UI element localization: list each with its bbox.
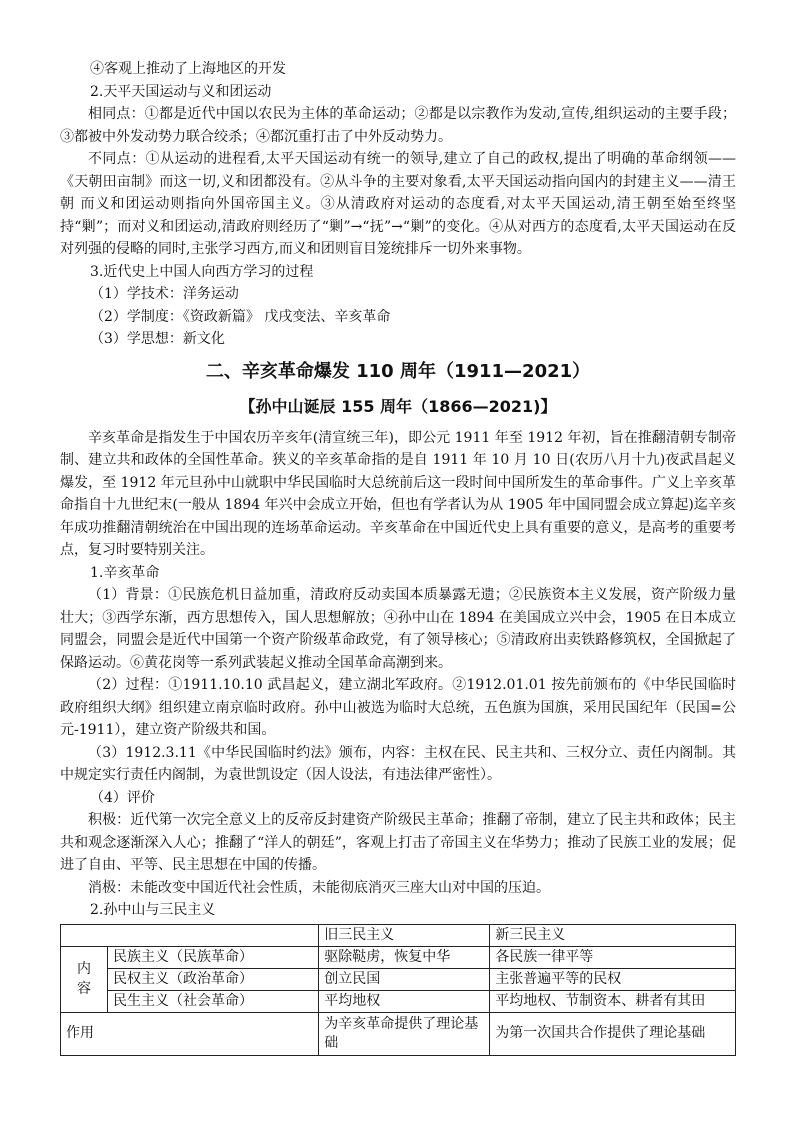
table-cell-item: 民生主义（社会革命） [108, 990, 319, 1012]
table-header-row [61, 924, 736, 946]
effect-label: 作用 [61, 1012, 319, 1055]
evaluation-negative: 消极：未能改变中国近代社会性质，未能彻底消灭三座大山对中国的压迫。 [88, 879, 550, 896]
section-title: 二、辛亥革命爆发 110 周年（1911—2021） [205, 360, 591, 382]
three-principles-table [60, 924, 736, 1056]
evaluation-positive: 积极：近代第一次完全意义上的反帝反封建资产阶级民主革命；推翻了帝制，建立了民主共和政体；民主共和观念逐渐深入人心；推翻了“洋人的朝廷”，客观上打击了帝国主义在华势力；推动了民族工业的发展；促进了自由、平等、民主思想在中国的传播。 [60, 812, 736, 873]
table-cell-item: 民权主义（政治革命） [108, 968, 319, 990]
table-cell-item: 民族主义（民族革命） [108, 946, 319, 968]
comparison-same: 相同点：①都是近代中国以农民为主体的革命运动；②都是以宗教作为发动,宣传,组织运动的主要手段；③都被中外发动势力联合绞杀；④都沉重打击了中外反动势力。 [60, 106, 736, 145]
revolution-constitution: （3）1912.3.11《中华民国临时约法》颁布，内容：主权在民、民主共和、三权分立、责任内阁制。其中规定实行责任内阁制，为袁世凯设定（因人设法，有违法律严密性）。 [60, 744, 736, 783]
west-item-1: （1）学技术：洋务运动 [90, 286, 239, 302]
table-cell-new: 主张普遍平等的民权 [490, 968, 736, 990]
table-header-old: 旧三民主义 [319, 924, 490, 946]
west-item-2: （2）学制度：《资政新篇》 戊戌变法、辛亥革命 [90, 308, 391, 325]
table-cell-new: 各民族一律平等 [490, 946, 736, 968]
sub-title: 【孙中山诞辰 155 周年（1866—2021)】 [239, 396, 557, 416]
effect-old: 为辛亥革命提供了理论基础 [319, 1012, 490, 1055]
table-row [61, 990, 736, 1012]
west-title: 3.近代史上中国人向西方学习的过程 [90, 263, 314, 280]
table-cell-old: 创立民国 [319, 968, 490, 990]
revolution-heading: 1.辛亥革命 [90, 564, 160, 581]
west-item-3: （3）学思想：新文化 [90, 331, 225, 347]
revolution-background: （1）背景：①民族危机日益加重，清政府反动卖国本质暴露无遗；②民族资本主义发展，资产阶级力量壮大；③西学东渐，西方思想传入，国人思想解放；④孙中山在 1894 在美国成立兴中会，1905 在日本成立同盟会，同盟会是近代中国第一个资产阶级革命政党，有了领导核心；⑤清政府出卖铁路修筑权，全国掀起了保路运动。⑥黄花岗等一系列武装起义推动全国革命高潮到来。 [60, 587, 736, 671]
table-cell-old: 平均地权 [319, 990, 490, 1012]
table-effect-row [61, 1012, 736, 1055]
evaluation-heading: （4）评价 [90, 789, 155, 806]
content-label-text: 内容 [77, 961, 91, 997]
comparison-diff: 不同点：①从运动的进程看,太平天国运动有统一的领导,建立了自己的政权,提出了明确的革命纲领——《天朝田亩制》而这一切,义和团都没有。②从斗争的主要对象看,太平天国运动指向国内的封建主义——清王朝 而义和团运动则指向外国帝国主义。③从清政府对运动的态度看,对太平天国运动,清王朝至始至终坚持“剿”；而对义和团运动,清政府则经历了“剿”→“抚”→“剿”的变化。④从对西方的态度看,太平天国运动在反对列强的侵略的同时,主张学习西方,而义和团则盲目笼统排斥一切外来事物。 [60, 151, 736, 257]
effect-new: 为第一次国共合作提供了理论基础 [490, 1012, 736, 1055]
table-row [61, 968, 736, 990]
table-cell-old: 驱除鞑虏，恢复中华 [319, 946, 490, 968]
revolution-process: （2）过程：①1911.10.10 武昌起义，建立湖北军政府。②1912.01.01 按先前颁布的《中华民国临时政府组织大纲》组织建立南京临时政府。孙中山被选为临时大总统，五色旗为国旗，采用民国纪年（民国=公元-1911），建立资产阶级共和国。 [60, 677, 736, 738]
intro-line-1: ④客观上推动了上海地区的开发 [90, 61, 286, 77]
table-cell-new: 平均地权、节制资本、耕者有其田 [490, 990, 736, 1012]
intro-paragraph: 辛亥革命是指发生于中国农历辛亥年(清宣统三年)，即公元 1911 年至 1912 年初，旨在推翻清朝专制帝制、建立共和政体的全国性革命。狭义的辛亥革命指的是自 1911 年 10 月 10 日(农历八月十九)夜武昌起义爆发，至 1912 年元旦孙中山就职中华民国临时大总统前后这一段时间中国所发生的革命事件。广义上辛亥革命指自十九世纪末(一般从 1894 年兴中会成立开始，但也有学者认为从 1905 年中国同盟会成立算起)迄辛亥年成功推翻清朝统治在中国出现的连场革命运动。辛亥革命在中国近代史上具有重要的意义，是高考的重要考点，复习时要特别关注。 [60, 429, 736, 558]
table-row [61, 946, 736, 968]
content-label [61, 946, 108, 1012]
intro-line-2: 2.天平天国运动与义和团运动 [90, 83, 272, 100]
sun-heading: 2.孙中山与三民主义 [90, 902, 216, 918]
table-header-new: 新三民主义 [490, 924, 736, 946]
document-page [60, 58, 736, 1056]
table-header-empty [61, 924, 319, 946]
